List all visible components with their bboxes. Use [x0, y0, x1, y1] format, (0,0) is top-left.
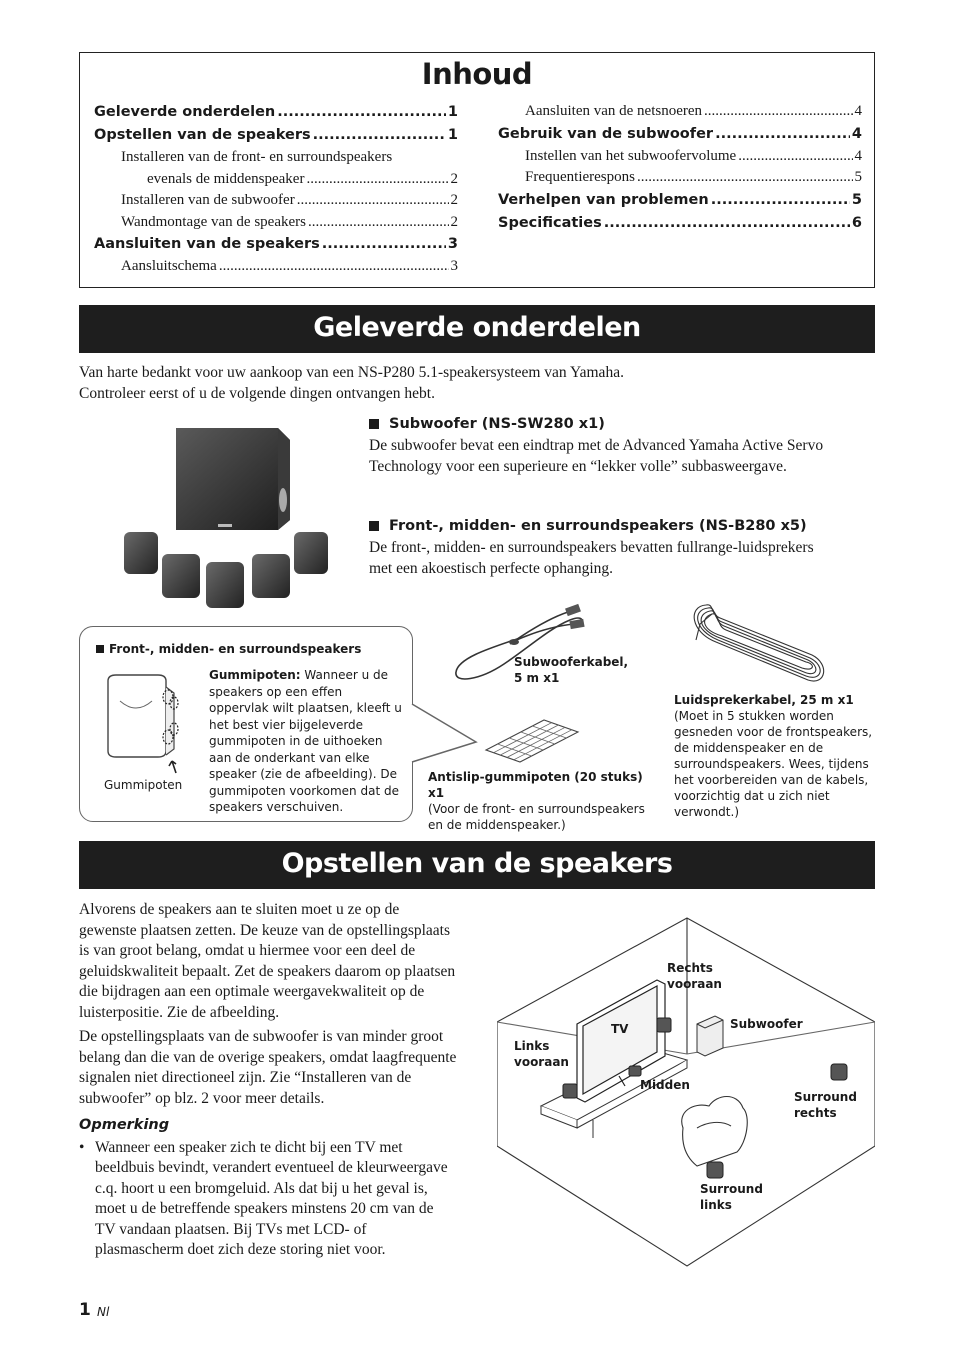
toc-entry-page: 3 [450, 258, 458, 274]
callout-pointer [410, 700, 480, 770]
subwoofer-cable-caption-2: 5 m x1 [514, 671, 560, 685]
label-front-left [514, 1038, 569, 1070]
toc-entry[interactable] [94, 256, 458, 278]
speakers-block [369, 516, 839, 579]
toc-leader-dots [308, 212, 449, 234]
bullet-square-icon [96, 645, 104, 653]
product-illustration [118, 420, 358, 612]
toc-leader-dots [604, 212, 850, 235]
rubber-feet-text: Wanneer u de speakers op een effen oppervlak wilt plaatsen, kleeft u het best vier bijgeleverde gummipoten in de uithoeken aan de onderkant van elke speaker (zie de afbeelding). De gummipoten voorkomen dat de speakers verschuiven. [209, 668, 402, 814]
label-surround-right-1: Surround [794, 1090, 857, 1104]
setup-paragraph-2: De opstellingsplaats van de subwoofer is van minder groot belang dan die van de overige speakers, omdat laagfrequente signalen niet directioneel zijn. Zie “Installeren van de subwoofer” op blz. 2 voor meer details. [79, 1028, 457, 1107]
section-title-opstellen: Opstellen van de speakers [79, 841, 875, 889]
toc-entry-page: 1 [447, 127, 458, 143]
toc-leader-dots [306, 169, 448, 191]
toc-entry[interactable] [94, 124, 458, 147]
toc-entry-title: Verhelpen van problemen [498, 191, 709, 208]
toc-entry-page: 4 [854, 147, 862, 164]
toc-entry-title: Frequentierespons [525, 169, 635, 185]
toc-entry-title: Opstellen van de speakers [94, 127, 311, 143]
section-title-geleverde-onderdelen: Geleverde onderdelen [79, 305, 875, 353]
label-center: Midden [640, 1078, 690, 1092]
toc-entry-page: 5 [851, 191, 862, 208]
intro-line-1: Van harte bedankt voor uw aankoop van een NS-P280 5.1-speakersysteem van Yamaha. [79, 364, 624, 381]
subwoofer-cable-caption-1: Subwooferkabel, [514, 655, 629, 669]
label-surround-right [794, 1089, 857, 1121]
toc-entry[interactable] [94, 212, 458, 234]
bullet-icon: • [79, 1138, 85, 1156]
setup-text [79, 900, 457, 1261]
toc-entry[interactable] [498, 146, 862, 168]
toc-entry[interactable] [498, 123, 862, 146]
intro-text [79, 362, 875, 404]
toc-entry-title: Installeren van de front- en surroundspeakers [121, 149, 393, 165]
page-number: 1 [79, 1300, 91, 1320]
toc-entry-page: 1 [447, 104, 458, 120]
toc-right-column [498, 101, 862, 235]
antislip-caption-bold: Antislip-gummipoten (20 stuks) x1 [428, 770, 643, 800]
toc-entry-title: Aansluitschema [121, 258, 217, 274]
toc-leader-dots [738, 146, 852, 168]
toc-entry-title: Gebruik van de subwoofer [498, 125, 714, 142]
toc-entry-title: Aansluiten van de speakers [94, 236, 320, 252]
speaker-cable-caption-text: (Moet in 5 stukken worden gesneden voor de frontspeakers, de middenspeaker en de surroundspeakers. Wees, tijdens het voorbereiden van de kabels, voorzichtig dat u zich niet verwondt.) [674, 709, 873, 819]
toc-entry-page: 3 [447, 236, 458, 252]
toc-entry[interactable] [94, 169, 458, 191]
toc-entry[interactable] [94, 233, 458, 256]
subwoofer-heading [369, 414, 869, 434]
intro-line-2: Controleer eerst of u de volgende dingen ontvangen hebt. [79, 385, 435, 402]
label-surround-right-2: rechts [794, 1106, 837, 1120]
toc-entry-title: evenals de middenspeaker [147, 170, 305, 187]
toc-leader-dots [313, 124, 446, 147]
speakers-heading-text: Front-, midden- en surroundspeakers (NS-B280 x5) [389, 518, 807, 534]
speakers-text: De front-, midden- en surroundspeakers bevatten fullrange-luidsprekers met een akoestisch perfecte ophanging. [369, 539, 814, 577]
note-item [79, 1138, 457, 1261]
toc-leader-dots [322, 233, 446, 256]
toc-entry-title: Aansluiten van de netsnoeren [525, 103, 703, 119]
toc-entry[interactable] [94, 101, 458, 124]
note-heading: Opmerking [79, 1117, 170, 1133]
toc-title: Inhoud [421, 57, 533, 91]
label-surround-left-1: Surround [700, 1182, 763, 1196]
toc-entry-page: 4 [854, 103, 862, 119]
toc-leader-dots [704, 101, 852, 123]
toc-entry-title: Installeren van de subwoofer [121, 192, 295, 208]
subwoofer-heading-text: Subwoofer (NS-SW280 x1) [389, 416, 605, 432]
toc-entry-page: 2 [450, 192, 458, 208]
speakers-heading [369, 516, 839, 536]
toc-entry-page: 6 [851, 214, 862, 231]
label-surround-left [700, 1181, 763, 1213]
rubber-feet-label: Gummipoten [104, 778, 183, 792]
bullet-square-icon [369, 521, 379, 531]
toc-entry-page: 2 [450, 213, 458, 230]
label-front-right-1: Rechts [667, 961, 713, 975]
table-of-contents [79, 52, 875, 288]
toc-leader-dots [711, 189, 850, 212]
label-surround-left-2: links [700, 1198, 732, 1212]
toc-entry-title: Instellen van het subwoofervolume [525, 147, 737, 164]
callout-heading-text: Front-, midden- en surroundspeakers [109, 642, 362, 656]
rubber-feet-bold: Gummipoten: [209, 668, 301, 682]
rubber-feet-callout [79, 626, 413, 822]
toc-leader-dots [715, 123, 850, 146]
antislip-caption-text: (Voor de front- en surroundspeakers en de middenspeaker.) [428, 802, 645, 832]
label-tv: TV [611, 1022, 629, 1036]
toc-entry[interactable] [94, 190, 458, 212]
label-front-left-2: vooraan [514, 1055, 569, 1069]
label-front-right [667, 960, 722, 992]
subwoofer-cable-caption [514, 654, 628, 686]
subwoofer-block [369, 414, 869, 477]
toc-leader-dots [637, 167, 853, 189]
toc-entry-title: Specificaties [498, 214, 602, 231]
rubber-feet-description [209, 667, 404, 816]
toc-entry[interactable] [498, 167, 862, 189]
toc-entry-page: 5 [854, 169, 862, 185]
speaker-cable-illustration [688, 600, 828, 686]
toc-entry[interactable] [498, 101, 862, 123]
callout-heading [96, 641, 361, 657]
setup-paragraph-1: Alvorens de speakers aan te sluiten moet u ze op de gewenste plaatsen zetten. De keuze van de opstellingsplaats is van groot belang, omdat u hiermee voor een deel de geluidskwaliteit bepaalt. Zet de speakers daarom op plaatsen die bijdragen aan een optimale weergavekwaliteit op de luisterpositie. Zie de afbeelding. [79, 901, 456, 1021]
toc-entry-title: Geleverde onderdelen [94, 104, 276, 120]
toc-entry[interactable] [498, 189, 862, 212]
toc-leader-dots [219, 256, 449, 278]
antislip-sheet-illustration [484, 718, 580, 764]
speaker-cable-caption-bold: Luidsprekerkabel, 25 m x1 [674, 693, 854, 707]
note-text: Wanneer een speaker zich te dicht bij een TV met beeldbuis bevindt, verandert eventueel de kleurweergave c.q. hoort u een bromgeluid. Als dat bij u het geval is, moet u de betreffende speakers minstens 20 cm van de TV vandaan plaatsen. Bij TVs met LCD- of plasmascherm doet zich deze storing niet voor. [95, 1138, 448, 1258]
toc-entry[interactable] [498, 212, 862, 235]
label-front-right-2: vooraan [667, 977, 722, 991]
label-subwoofer: Subwoofer [730, 1017, 803, 1031]
antislip-caption [428, 769, 658, 833]
speaker-bottom-icon [100, 671, 184, 775]
toc-leader-dots [297, 190, 449, 212]
toc-left-column [94, 101, 458, 278]
toc-entry[interactable] [94, 147, 458, 169]
page-language: Nl [97, 1305, 110, 1319]
toc-entry-page: 4 [851, 125, 862, 142]
label-front-left-1: Links [514, 1039, 550, 1053]
subwoofer-text: De subwoofer bevat een eindtrap met de Advanced Yamaha Active Servo Technology voor een superieure en “lekker volle” subbasweergave. [369, 437, 824, 475]
toc-entry-page: 2 [450, 170, 458, 187]
toc-entry-title: Wandmontage van de speakers [121, 213, 306, 230]
speaker-cable-caption [674, 692, 874, 820]
bullet-square-icon [369, 419, 379, 429]
toc-leader-dots [277, 101, 446, 124]
